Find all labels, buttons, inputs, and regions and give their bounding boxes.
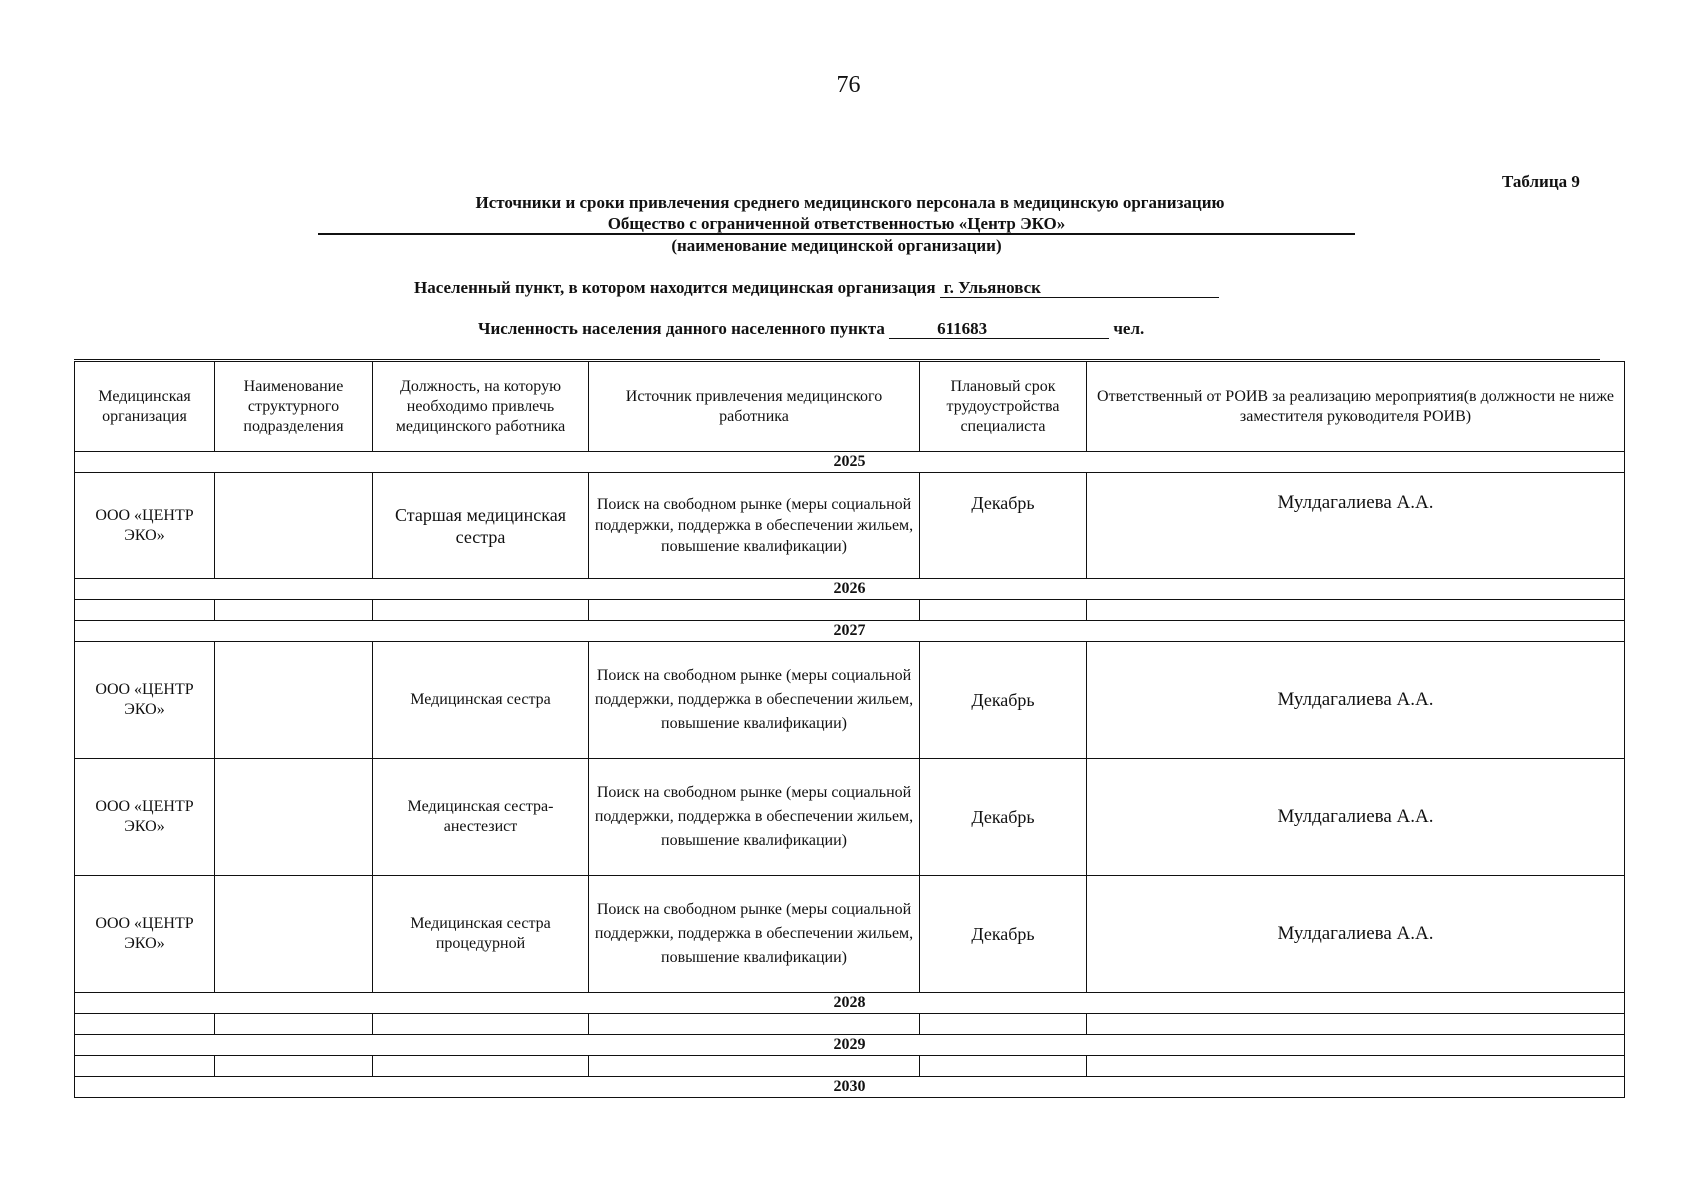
population-line <box>478 319 1144 339</box>
year-row <box>75 1077 1625 1098</box>
cell-source: Поиск на свободном рынке (меры социальной поддержки, поддержка в обеспечении жильем, повышение квалификации) <box>589 473 920 579</box>
cell-source: Поиск на свободном рынке (меры социальной поддержки, поддержка в обеспечении жильем, повышение квалификации) <box>589 876 920 993</box>
year-row <box>75 1035 1625 1056</box>
document-title: Источники и сроки привлечения среднего медицинского персонала в медицинскую организацию <box>475 193 1225 212</box>
table-row <box>75 759 1625 876</box>
cell-organization: ООО «ЦЕНТР ЭКО» <box>75 876 215 993</box>
cell-responsible: Мулдагалиева А.А. <box>1087 473 1625 579</box>
organization-caption: (наименование медицинской организации) <box>671 236 1002 255</box>
cell-planned-date: Декабрь <box>920 642 1087 759</box>
cell-planned-date: Декабрь <box>920 473 1087 579</box>
cell-position: Медицинская сестра-анестезист <box>373 759 589 876</box>
settlement-line <box>414 278 1219 298</box>
cell-planned-date: Декабрь <box>920 759 1087 876</box>
cell-organization: ООО «ЦЕНТР ЭКО» <box>75 759 215 876</box>
cell-division <box>215 642 373 759</box>
year-2025: 2025 <box>75 452 1625 473</box>
year-row <box>75 993 1625 1014</box>
empty-row <box>75 1014 1625 1035</box>
cell-position: Старшая медицинская сестра <box>373 473 589 579</box>
cell-division <box>215 759 373 876</box>
staffing-table <box>74 361 1625 1098</box>
cell-division <box>215 876 373 993</box>
year-2029: 2029 <box>75 1035 1625 1056</box>
population-label: Численность населения данного населенного пункта <box>478 319 885 338</box>
cell-position: Медицинская сестра процедурной <box>373 876 589 993</box>
year-row <box>75 579 1625 600</box>
year-2026: 2026 <box>75 579 1625 600</box>
table-row <box>75 473 1625 579</box>
cell-position: Медицинская сестра <box>373 642 589 759</box>
empty-row <box>75 600 1625 621</box>
page-number: 76 <box>836 72 861 98</box>
header-position: Должность, на которую необходимо привлечь медицинского работника <box>373 362 589 452</box>
population-unit: чел. <box>1113 319 1145 338</box>
organization-name: Общество с ограниченной ответственностью «Центр ЭКО» <box>318 214 1355 235</box>
table-header-row <box>75 362 1625 452</box>
settlement-label: Населенный пункт, в котором находится медицинская организация <box>414 278 936 297</box>
year-2027: 2027 <box>75 621 1625 642</box>
population-value: 611683 <box>889 320 1109 339</box>
table-row <box>75 642 1625 759</box>
year-2030: 2030 <box>75 1077 1625 1098</box>
header-source: Источник привлечения медицинского работника <box>589 362 920 452</box>
cell-source: Поиск на свободном рынке (меры социальной поддержки, поддержка в обеспечении жильем, повышение квалификации) <box>589 642 920 759</box>
cell-responsible: Мулдагалиева А.А. <box>1087 642 1625 759</box>
cell-planned-date: Декабрь <box>920 876 1087 993</box>
table-caption: Таблица 9 <box>1502 172 1580 191</box>
year-row <box>75 621 1625 642</box>
cell-organization: ООО «ЦЕНТР ЭКО» <box>75 473 215 579</box>
header-division: Наименование структурного подразделения <box>215 362 373 452</box>
table-row <box>75 876 1625 993</box>
year-2028: 2028 <box>75 993 1625 1014</box>
cell-responsible: Мулдагалиева А.А. <box>1087 876 1625 993</box>
header-rule <box>74 359 1600 360</box>
cell-division <box>215 473 373 579</box>
header-responsible: Ответственный от РОИВ за реализацию мероприятия(в должности не ниже заместителя руководителя РОИВ) <box>1087 362 1625 452</box>
settlement-value: г. Ульяновск <box>940 279 1219 298</box>
header-planned-date: Плановый срок трудоустройства специалиста <box>920 362 1087 452</box>
year-row <box>75 452 1625 473</box>
cell-organization: ООО «ЦЕНТР ЭКО» <box>75 642 215 759</box>
cell-responsible: Мулдагалиева А.А. <box>1087 759 1625 876</box>
cell-source: Поиск на свободном рынке (меры социальной поддержки, поддержка в обеспечении жильем, повышение квалификации) <box>589 759 920 876</box>
header-organization: Медицинская организация <box>75 362 215 452</box>
empty-row <box>75 1056 1625 1077</box>
